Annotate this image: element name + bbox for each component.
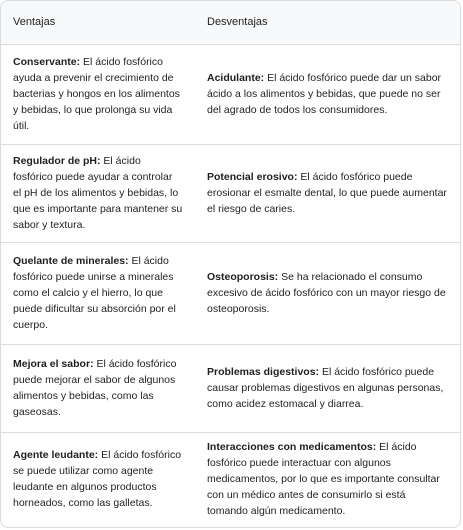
disadvantage-term: Problemas digestivos: <box>207 366 320 378</box>
disadvantage-cell <box>195 344 460 432</box>
advantage-cell <box>1 44 195 144</box>
disadvantage-term: Osteoporosis: <box>207 271 279 283</box>
disadvantage-term: Acidulante: <box>207 72 265 84</box>
advantage-cell <box>1 432 195 526</box>
table-row <box>1 432 460 526</box>
advantage-term: Conservante: <box>13 56 81 68</box>
disadvantage-cell <box>195 144 460 242</box>
table-row <box>1 144 460 242</box>
disadvantage-cell <box>195 432 460 526</box>
advantage-term: Regulador de pH: <box>13 155 101 167</box>
advantage-text: El ácido fosfórico puede ayudar a controlar el pH de los alimentos y bebidas, lo que es importante para mantener su sabor y textura. <box>13 155 183 231</box>
comparison-table <box>1 1 460 526</box>
table-row <box>1 242 460 344</box>
disadvantage-cell <box>195 44 460 144</box>
advantage-cell <box>1 242 195 344</box>
advantage-term: Agente leudante: <box>13 449 99 462</box>
disadvantage-cell <box>195 242 460 344</box>
disadvantage-text: El ácido fosfórico puede causar problemas digestivos en algunas personas, como acidez estomacal y diarrea. <box>207 366 444 410</box>
advantage-text: El ácido fosfórico puede mejorar el sabor de algunos alimentos y bebidas, como las gaseosas. <box>13 358 177 418</box>
header-desventajas: Desventajas <box>195 1 460 44</box>
disadvantage-term: Interacciones con medicamentos: <box>207 441 377 454</box>
advantage-text: El ácido fosfórico ayuda a prevenir el crecimiento de bacterias y hongos en los alimentos y bebidas, lo que prolonga su vida útil. <box>13 56 180 132</box>
disadvantage-text: Se ha relacionado el consumo excesivo de ácido fosfórico con un mayor riesgo de osteoporosis. <box>207 271 446 315</box>
table-header-row <box>1 1 460 44</box>
disadvantage-text: El ácido fosfórico puede dar un sabor ácido a los alimentos y bebidas, que puede no ser del agrado de todos los consumidores. <box>207 72 442 116</box>
advantage-term: Quelante de minerales: <box>13 255 129 267</box>
disadvantage-text: El ácido fosfórico puede interactuar con algunos medicamentos, por lo que es importante consultar con un médico antes de consumirlo si está tomando algún medicamento. <box>207 441 440 518</box>
header-ventajas: Ventajas <box>1 1 195 44</box>
advantage-cell <box>1 344 195 432</box>
disadvantage-term: Potencial erosivo: <box>207 171 298 183</box>
table-row <box>1 344 460 432</box>
advantage-term: Mejora el sabor: <box>13 358 94 370</box>
disadvantage-text: El ácido fosfórico puede erosionar el esmalte dental, lo que puede aumentar el riesgo de caries. <box>207 171 447 215</box>
advantage-text: El ácido fosfórico puede unirse a minerales como el calcio y el hierro, lo que puede dificultar su absorción por el cuerpo. <box>13 255 176 331</box>
table-row <box>1 44 460 144</box>
advantage-cell <box>1 144 195 242</box>
advantage-text: El ácido fosfórico se puede utilizar como agente leudante en algunos productos horneados, como las galletas. <box>13 449 182 510</box>
